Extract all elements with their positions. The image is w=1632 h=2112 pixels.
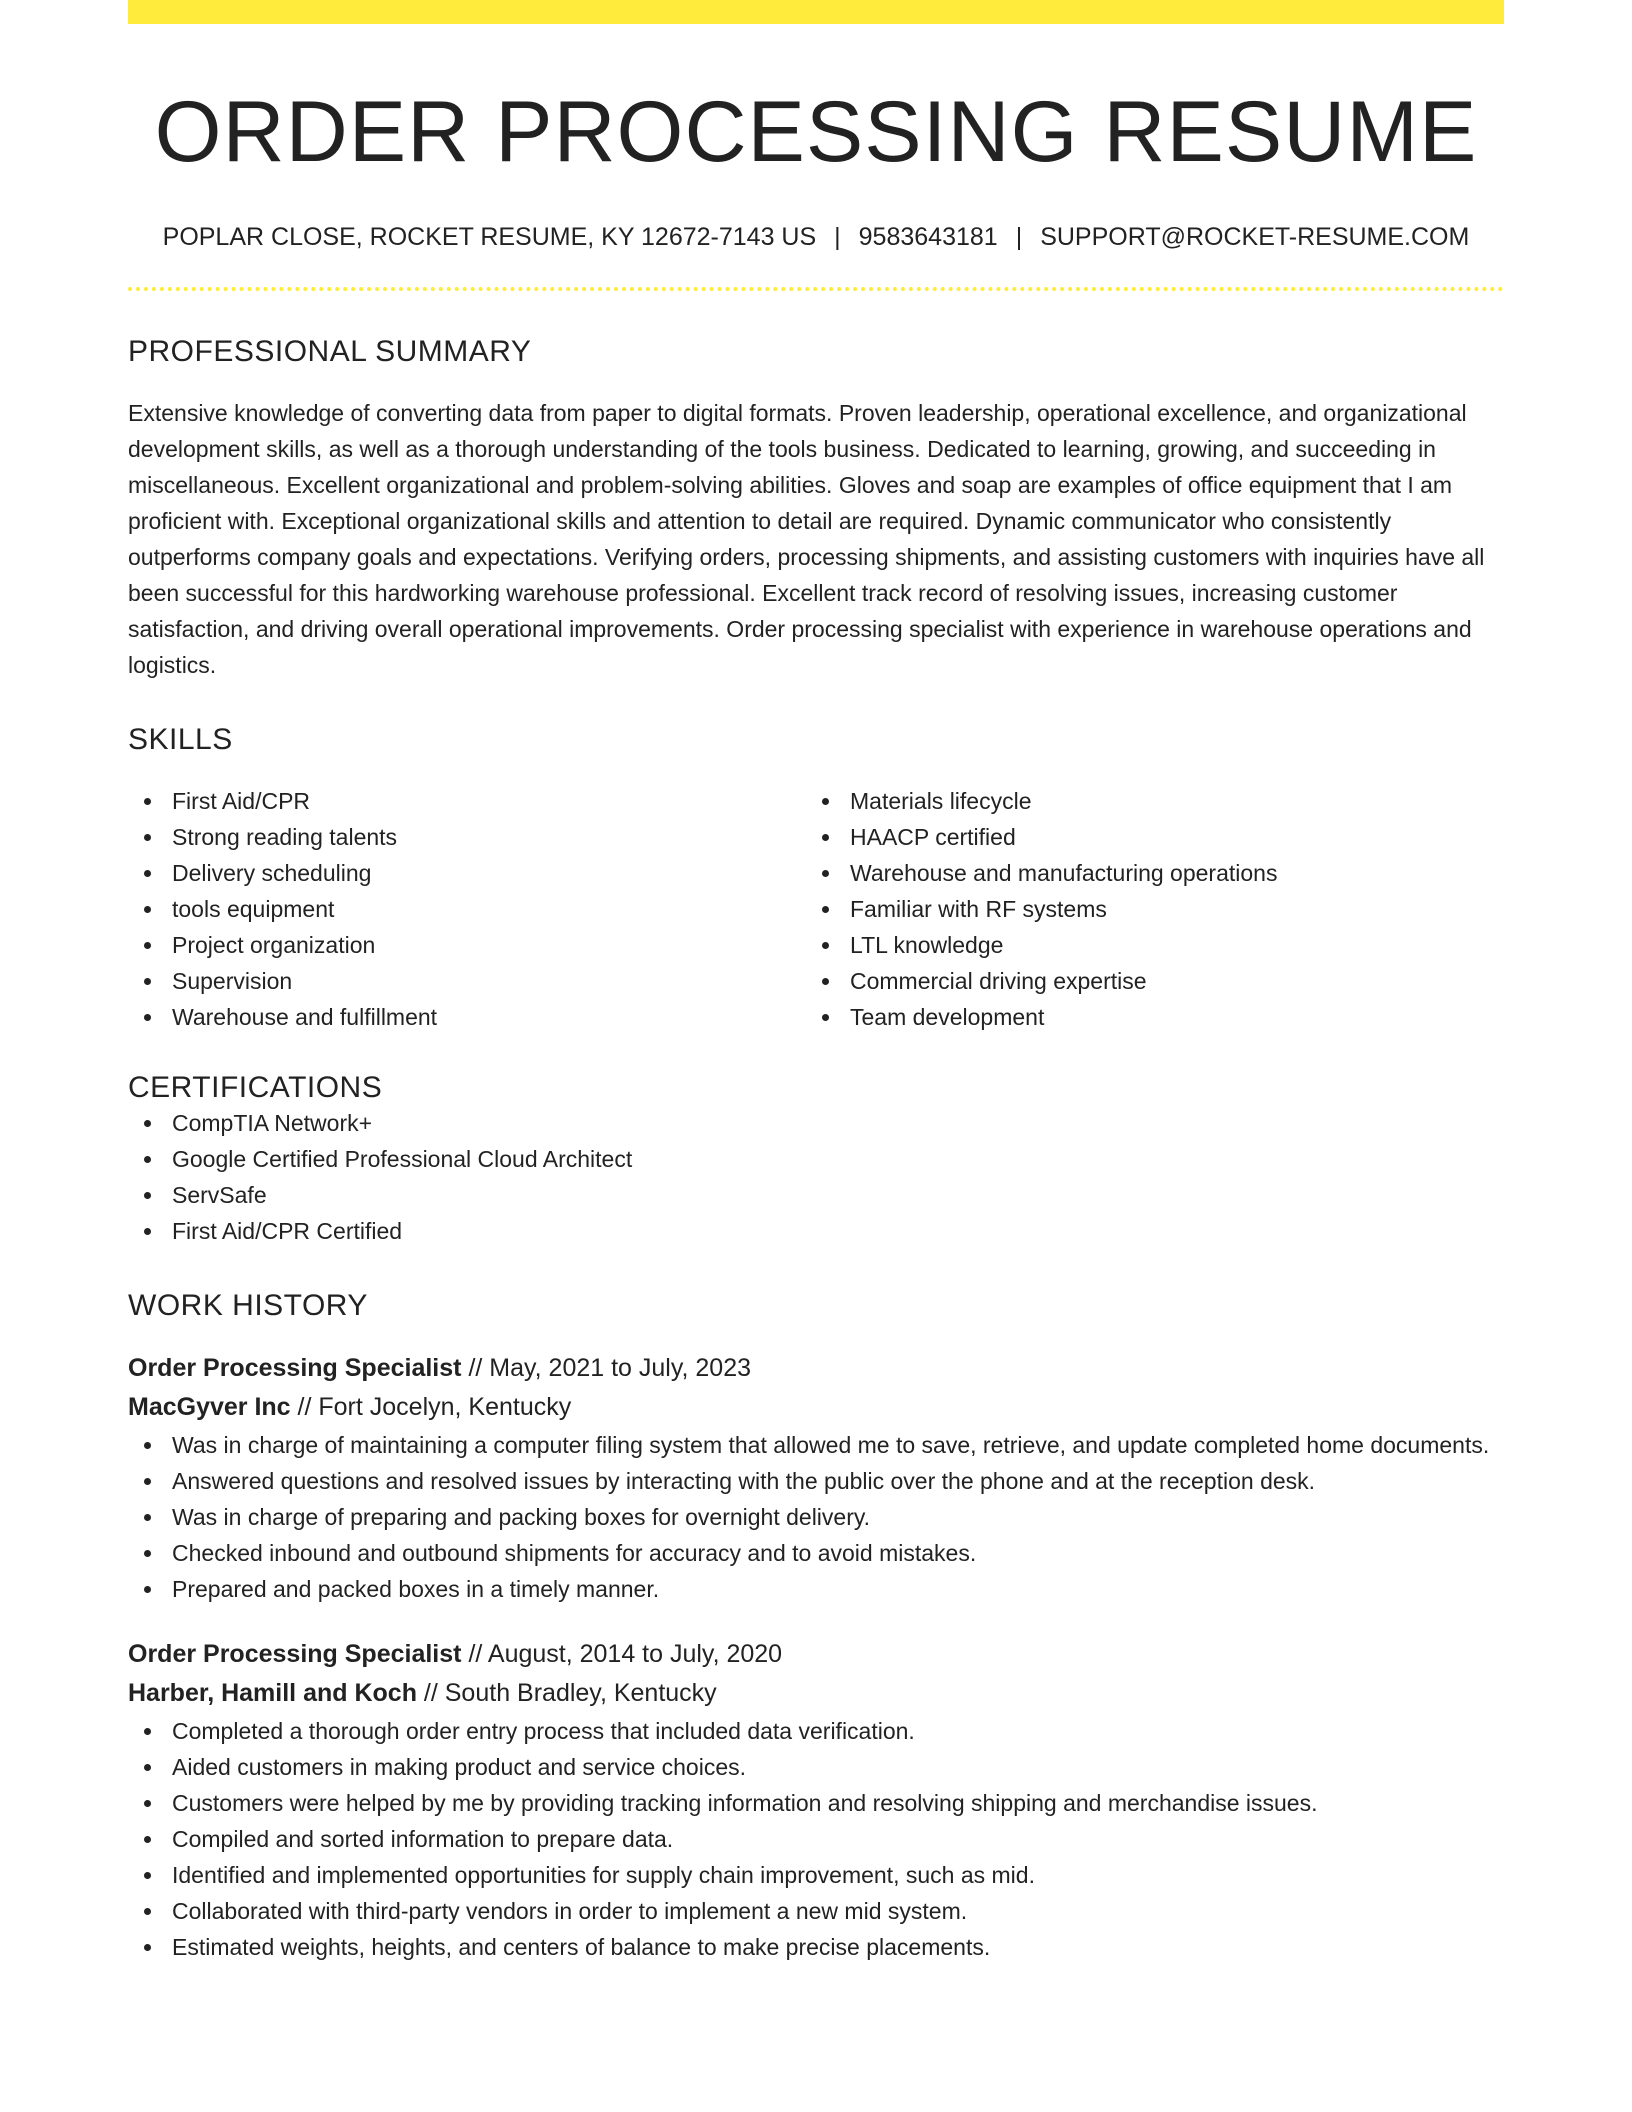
job-company-line <box>128 1674 1504 1713</box>
job-company: Harber, Hamill and Koch <box>128 1678 417 1707</box>
job-duty-item: Identified and implemented opportunities for supply chain improvement, such as mid. <box>128 1857 1504 1893</box>
job-duty-item: Estimated weights, heights, and centers of balance to make precise placements. <box>128 1929 1504 1965</box>
contact-separator: | <box>1015 222 1023 251</box>
contact-separator: | <box>834 222 841 251</box>
skill-item: Team development <box>806 999 1484 1035</box>
job-title-line <box>128 1635 1504 1674</box>
job-duties-list <box>128 1427 1504 1607</box>
job-duty-item: Compiled and sorted information to prepare data. <box>128 1821 1504 1857</box>
summary-text: Extensive knowledge of converting data from paper to digital formats. Proven leadership, operational excellence, and organizational development skills, as well as a thorough understanding of the tools business. Dedicated to learning, growing, and succeeding in miscellaneous. Excellent organizational and problem-solving abilities. Gloves and soap are examples of office equipment that I am proficient with. Exceptional organizational skills and attention to detail are required. Dynamic communicator who consistently outperforms company goals and expectations. Verifying orders, processing shipments, and assisting customers with inquiries have all been successful for this hardworking warehouse professional. Excellent track record of resolving issues, increasing customer satisfaction, and driving overall operational improvements. Order processing specialist with experience in warehouse operations and logistics. <box>128 399 1485 678</box>
skill-item: tools equipment <box>128 891 806 927</box>
job-duty-item: Was in charge of maintaining a computer filing system that allowed me to save, retrieve, and update completed home documents. <box>128 1427 1504 1463</box>
certification-item: First Aid/CPR Certified <box>128 1213 1504 1249</box>
job-company: MacGyver Inc <box>128 1392 291 1421</box>
job-duty-item: Collaborated with third-party vendors in order to implement a new mid system. <box>128 1893 1504 1929</box>
job-duty-item: Completed a thorough order entry process that included data verification. <box>128 1713 1504 1749</box>
job-title: Order Processing Specialist <box>128 1353 462 1382</box>
skill-item: Warehouse and fulfillment <box>128 999 806 1035</box>
job-title-line <box>128 1349 1504 1388</box>
job-duty-item: Customers were helped by me by providing tracking information and resolving shipping and merchandise issues. <box>128 1785 1504 1821</box>
contact-address: POPLAR CLOSE, ROCKET RESUME, KY 12672-7143 US <box>162 222 817 251</box>
job-duty-item: Checked inbound and outbound shipments for accuracy and to avoid mistakes. <box>128 1535 1504 1571</box>
skill-item: First Aid/CPR <box>128 783 806 819</box>
job-company-line <box>128 1388 1504 1427</box>
skill-item: Commercial driving expertise <box>806 963 1484 999</box>
top-accent-bar <box>128 0 1504 24</box>
certifications-heading: CERTIFICATIONS <box>128 1070 383 1104</box>
skill-item: Familiar with RF systems <box>806 891 1484 927</box>
skill-item: HAACP certified <box>806 819 1484 855</box>
job-location: // Fort Jocelyn, Kentucky <box>297 1392 572 1421</box>
certification-item: CompTIA Network+ <box>128 1105 1504 1141</box>
resume-title: ORDER PROCESSING RESUME <box>154 84 1478 180</box>
job-entry <box>128 1349 1504 1607</box>
job-duty-item: Answered questions and resolved issues by interacting with the public over the phone and at the reception desk. <box>128 1463 1504 1499</box>
job-dates: // August, 2014 to July, 2020 <box>468 1639 783 1668</box>
resume-page <box>128 0 1504 1965</box>
certification-item: ServSafe <box>128 1177 1504 1213</box>
job-duties-list <box>128 1713 1504 1965</box>
job-duty-item: Aided customers in making product and service choices. <box>128 1749 1504 1785</box>
skill-item: Delivery scheduling <box>128 855 806 891</box>
skill-item: Strong reading talents <box>128 819 806 855</box>
skills-list-left <box>128 783 806 1035</box>
job-duty-item: Was in charge of preparing and packing boxes for overnight delivery. <box>128 1499 1504 1535</box>
job-title: Order Processing Specialist <box>128 1639 462 1668</box>
contact-phone: 9583643181 <box>858 222 998 251</box>
certification-item: Google Certified Professional Cloud Architect <box>128 1141 1504 1177</box>
summary-heading: PROFESSIONAL SUMMARY <box>128 334 532 368</box>
contact-line <box>128 222 1504 252</box>
job-duty-item: Prepared and packed boxes in a timely manner. <box>128 1571 1504 1607</box>
skill-item: LTL knowledge <box>806 927 1484 963</box>
skill-item: Project organization <box>128 927 806 963</box>
dotted-divider <box>128 287 1504 291</box>
skills-list-right <box>806 783 1484 1035</box>
skill-item: Supervision <box>128 963 806 999</box>
work-history-heading: WORK HISTORY <box>128 1288 368 1322</box>
job-entry <box>128 1635 1504 1965</box>
skills-columns <box>128 783 1504 1035</box>
certifications-list <box>128 1105 1504 1249</box>
job-dates: // May, 2021 to July, 2023 <box>468 1353 752 1382</box>
skill-item: Warehouse and manufacturing operations <box>806 855 1484 891</box>
job-location: // South Bradley, Kentucky <box>423 1678 717 1707</box>
skills-heading: SKILLS <box>128 722 233 756</box>
skill-item: Materials lifecycle <box>806 783 1484 819</box>
contact-email: SUPPORT@ROCKET-RESUME.COM <box>1040 222 1470 251</box>
